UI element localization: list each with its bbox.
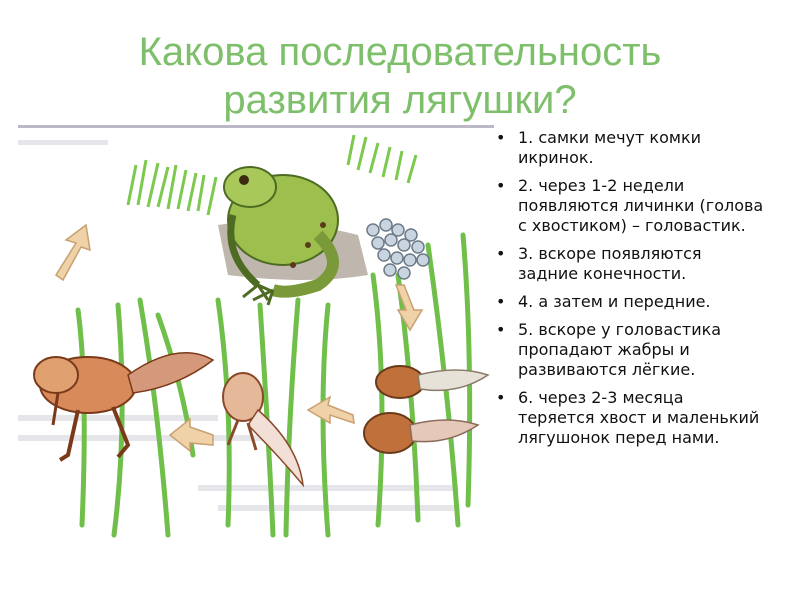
tadpole-icon	[364, 413, 478, 453]
frog-icon	[224, 167, 338, 305]
bullet-icon: •	[496, 292, 506, 311]
title-line-1: Какова последовательность	[138, 30, 662, 74]
list-item	[494, 128, 764, 168]
step-text: 2. через 1-2 недели появляются личинки (голова с хвостиком) – головастик.	[518, 176, 764, 235]
bullet-icon: •	[496, 176, 506, 195]
list-item	[494, 320, 764, 380]
list-item	[494, 176, 764, 236]
list-item	[494, 388, 764, 448]
frog-lifecycle-illustration	[18, 125, 494, 545]
step-text: 5. вскоре у головастика пропадают жабры и развиваются лёгкие.	[518, 320, 722, 379]
bullet-icon: •	[496, 128, 506, 147]
steps-list	[494, 128, 764, 456]
step-text: 3. вскоре появляются задние конечности.	[518, 244, 702, 283]
eggs-icon	[367, 219, 429, 279]
title-line-2: развития лягушки?	[223, 78, 577, 122]
step-text: 4. а затем и передние.	[518, 292, 711, 311]
bullet-icon: •	[496, 320, 506, 339]
bullet-icon: •	[496, 388, 506, 407]
top-border	[18, 125, 494, 128]
list-item	[494, 292, 764, 312]
slide-title	[40, 28, 760, 124]
step-text: 1. самки мечут комки икринок.	[518, 128, 701, 167]
step-text: 6. через 2-3 месяца теряется хвост и маленький лягушонок перед нами.	[518, 388, 760, 447]
lifecycle-drawing	[18, 125, 494, 545]
list-item	[494, 244, 764, 284]
bullet-icon: •	[496, 244, 506, 263]
